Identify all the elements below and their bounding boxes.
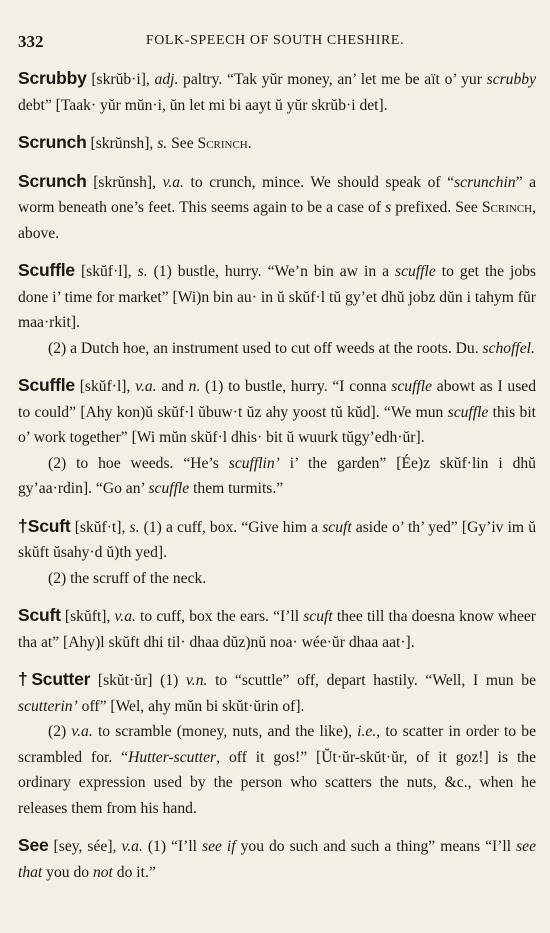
italic-text: s. [137,263,148,280]
text-run: do it.” [112,863,156,881]
italic-text: s. [129,518,140,536]
running-head: FOLK-SPEECH OF SOUTH CHESHIRE. [145,33,405,48]
text-run: and [156,378,189,395]
italic-text: v.a. [135,378,157,395]
italic-text: scrunchin [454,173,516,191]
text-run: (2) [48,723,72,740]
entry-definition [18,603,536,655]
entry-scrubby [18,66,536,118]
cross-reference: Scrinch [197,135,248,152]
entry-definition [18,833,536,885]
italic-text: i.e. [357,723,377,740]
text-run: (2) a Dutch hoe, an instrument used to cut off weeds at the roots. Du. [48,339,483,357]
italic-text: scuffle [447,403,489,421]
text-run: you do [42,863,93,881]
entry-definition [18,373,536,451]
text-run: See [167,135,198,152]
text-run: (1) a cuff, box. “Give him a [139,518,323,536]
entry-body [18,838,536,881]
entry-scuft-verb [18,603,536,655]
text-run: i’ the garden” [Ée)z skŭf·lin i dhŭ gy’aa·rdin]. “Go an’ [18,454,536,497]
text-run: (1) “I’ll [142,838,202,855]
italic-text: v.a. [162,173,184,191]
entry-definition [18,169,536,247]
text-run: abowt as I used to could” [Ahy kon)ŭ skŭf·l ŭbuw·t ŭz ahy yoost tŭ kŭd]. “We mun [18,378,537,421]
italic-text: Hutter-scutter [128,748,217,766]
page-header [18,32,532,54]
text-run: (2) the scruff of the neck. [48,569,207,587]
entry-scuffle-verb [18,373,536,502]
italic-text: s [385,199,392,216]
text-run: aside o’ th’ yed” [Gy’iv im ŭ skŭft ŭsahy·d ŭ)th yed]. [18,518,536,561]
text-run: to “scuttle” off, depart hastily. “Well, I mun be [207,672,536,689]
text-run: thee till tha doesna know wheer tha at” [Ahy)l skŭft dhi til· dhaa dŭz)nŭ noa· wée·ŭr dhaa aat·]. [18,608,536,651]
text-run: paltry. “Tak yŭr money, an’ let me be aït o’ yur [178,71,487,88]
text-run: [skŭf·l], [74,378,136,395]
italic-text: scuffle [148,480,190,497]
text-run: , to scatter in order to be scrambled for. “ [18,723,536,766]
entry-definition [18,130,536,157]
entry-body [18,672,536,715]
italic-text: v.n. [186,672,208,689]
text-run: prefixed. See [391,199,482,216]
text-run: off” [Wel, ahy mŭn bi skŭt·ŭrin of]. [77,697,305,715]
italic-text: v.a. [121,838,143,855]
headword: Scuft [18,605,61,625]
text-run: ” a worm beneath one’s feet. This seems again to be a case of [18,173,536,216]
headword: Scuffle [18,260,75,280]
text-run: to get the jobs done i’ time for market” [Wi)n bin au· in ŭ skŭf·l tŭ gy’et dhŭ jobz dŭn i tahym fŭr maa·rkit]. [18,263,536,331]
headword: Scrunch [18,132,87,152]
entry-definition [18,258,536,336]
italic-text: scuft [322,518,352,536]
entry-body [18,263,536,331]
entry-definition [18,514,536,566]
entry-body [18,608,536,651]
italic-text: s. [157,135,168,152]
entry-subsense [18,336,536,362]
text-run: (1) bustle, hurry. “We’n bin aw in a [147,263,396,280]
italic-text: v.a. [71,723,93,740]
entry-scuft-noun [18,514,536,592]
text-run: [skŭft], [60,608,115,625]
entry-subsense [18,451,536,502]
text-run: (2) to hoe weeds. “He’s [48,454,229,472]
italic-text: not [92,863,113,881]
text-run: debt” [Taak· yŭr mŭn·i, ŭn let mi bi aayt ŭ yŭr skrŭb·i det]. [18,96,388,114]
entry-see [18,833,536,885]
text-run: [skrŭnsh], [86,173,163,191]
headword: Scuffle [18,375,75,395]
text-run: this bit o’ work together” [Wi mŭn skŭf·l dhis· bit ŭ wuurk tŭgy’edh·ŭr]. [18,403,536,446]
text-run: [skrŭnsh], [86,135,158,152]
text-run: to cuff, box the ears. “I’ll [135,608,304,625]
entry-definition [18,66,536,118]
headword: †Scuft [18,515,71,536]
entry-scutter [18,667,536,821]
italic-text: adj. [154,71,179,88]
entry-definition [18,667,536,719]
entry-body [18,174,536,242]
entry-scrunch-noun [18,130,536,157]
italic-text: scutterin’ [18,697,78,715]
entry-body [18,519,536,562]
text-run: [sey, sée], [48,838,122,855]
page-number: 332 [18,32,44,51]
text-run: [skŭt·ŭr] (1) [90,672,187,689]
italic-text: see if [202,838,236,855]
text-run: you do such and such a thing” means “I’ll [235,838,517,855]
headword: †Scutter [18,669,91,689]
italic-text: scuft [303,608,333,625]
entry-body [18,378,536,446]
text-run: (1) to bustle, hurry. “I conna [200,378,392,395]
text-run: . [247,135,252,152]
dictionary-entries [18,66,536,897]
headword: Scrubby [18,68,87,88]
entry-scrunch-verb [18,169,536,247]
text-run: them turmits.” [189,480,284,497]
text-run: [skŭf·l], [74,263,138,280]
text-run: to crunch, mince. We should speak of “ [183,173,455,191]
italic-text: n. [188,378,201,395]
text-run: , above. [18,199,536,242]
entry-body [18,71,536,114]
italic-text: schoffel. [482,339,535,357]
italic-text: scuffle [391,378,433,395]
italic-text: see that [18,838,536,881]
entry-body [87,135,252,152]
entry-subsense [18,719,536,821]
italic-text: v.a. [114,608,136,625]
headword: See [18,835,49,855]
entry-subsense [18,566,536,592]
headword: Scrunch [18,170,87,191]
italic-text: scufflin’ [228,454,280,472]
italic-text: scrubby [486,71,536,88]
text-run: to scramble (money, nuts, and the like), [92,723,358,740]
text-run: [skŭf·t], [70,518,130,536]
entry-scuffle-noun [18,258,536,361]
text-run: , off it gos!” [Ŭt·ŭr-skŭt·ŭr, of it goz!] is the ordinary expression used by the person who scatters the nuts, &c., when he releases them from his hand. [18,748,536,817]
italic-text: scuffle [395,263,436,280]
text-run: [skrŭb·i], [86,71,155,88]
cross-reference: Scrinch [481,199,533,216]
